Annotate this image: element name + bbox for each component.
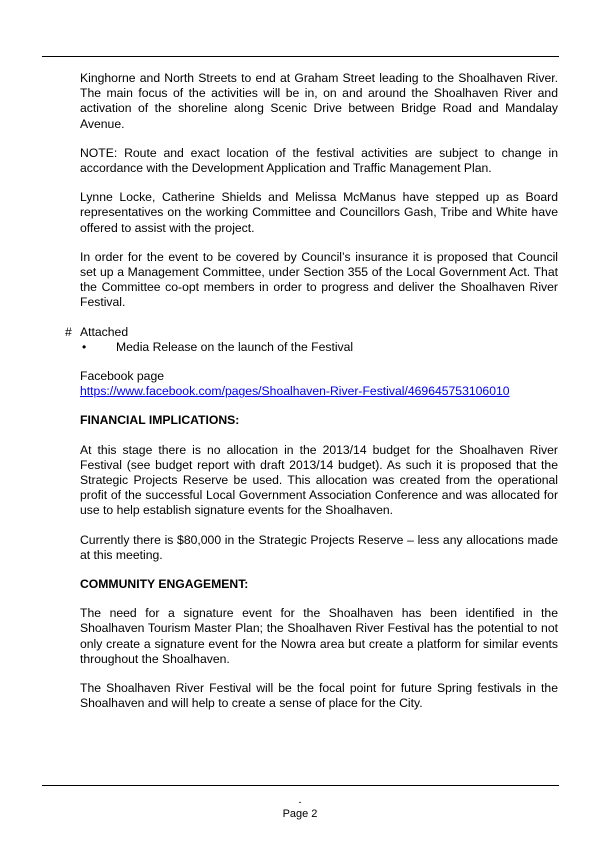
footer-dash: - (298, 797, 302, 807)
community-paragraph-1: The need for a signature event for the Shoalhaven has been identified in the Shoalhaven Tourism Master Plan; the Shoalhaven River Festival has the potential to not only create a signature event for the Nowra area but create a platform for similar events throughout the Shoalhaven. (80, 606, 558, 666)
facebook-link[interactable]: https://www.facebook.com/pages/Shoalhaven-River-Festival/469645753106010 (80, 384, 510, 399)
facebook-label: Facebook page (80, 369, 165, 384)
document-body (65, 71, 558, 726)
attached-label: Attached (80, 324, 129, 339)
paragraph-board-representatives: Lynne Locke, Catherine Shields and Melissa McManus have stepped up as Board representatives on the working Committee and Councillors Gash, Tribe and White have offered to assist with the project. (80, 190, 558, 235)
attached-line (65, 324, 558, 340)
attachment-label: Media Release on the launch of the Festival (116, 339, 354, 354)
page-number: Page 2 (282, 808, 318, 820)
bullet-icon: • (82, 339, 87, 354)
paragraph-insurance: In order for the event to be covered by Council’s insurance it is proposed that Council set up a Management Committee, under Section 355 of the Local Government Act. That the Committee co-opt members in order to progress and deliver the Shoalhaven River Festival. (80, 249, 558, 310)
community-heading: COMMUNITY ENGAGEMENT: (80, 577, 249, 592)
footer-rule (42, 785, 559, 786)
financial-heading: FINANCIAL IMPLICATIONS: (80, 413, 240, 428)
attachment-list-item (80, 340, 558, 355)
community-paragraph-2: The Shoalhaven River Festival will be the focal point for future Spring festivals in the Shoalhaven and will help to create a sense of place for the City. (80, 681, 558, 711)
paragraph-route: Kinghorne and North Streets to end at Graham Street leading to the Shoalhaven River. The main focus of the activities will be in, on and around the Shoalhaven River and activation of the shoreline along Scenic Drive between Bridge Road and Mandalay Avenue. (80, 71, 558, 131)
financial-paragraph-2: Currently there is $80,000 in the Strategic Projects Reserve – less any allocations made at this meeting. (80, 532, 558, 562)
financial-paragraph-1: At this stage there is no allocation in the 2013/14 budget for the Shoalhaven River Festival (see budget report with draft 2013/14 budget). As such it is proposed that the Strategic Projects Reserve be used. This allocation was created from the operational profit of the successful Local Government Association Conference and was allocated for use to help establish signature events for the Shoalhaven. (80, 442, 558, 518)
header-rule (42, 56, 559, 57)
paragraph-note: NOTE: Route and exact location of the festival activities are subject to change in accordance with the Development Application and Traffic Management Plan. (80, 145, 558, 176)
hash-marker: # (65, 324, 72, 339)
